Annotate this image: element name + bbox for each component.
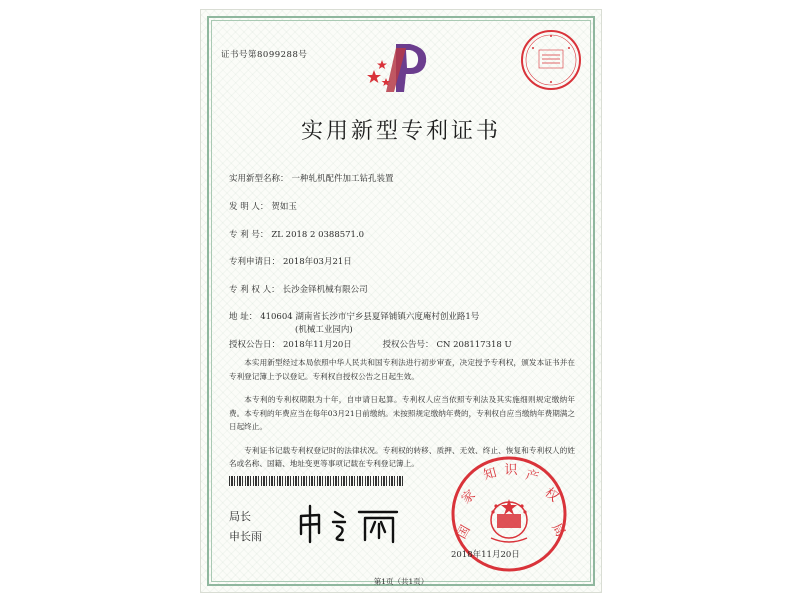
field-utility-model-name — [229, 172, 394, 184]
paragraph-term: 本专利的专利权期限为十年，自申请日起算。专利权人应当依照专利法及其实施细则规定缴纳年费。本专利的年费应当在每年03月21日前缴纳。未按照规定缴纳年费的，专利权自应当缴纳年费期满之日起终止。 — [229, 395, 575, 431]
page-number: 第1页（共1页） — [373, 577, 429, 586]
certificate-title: 实用新型专利证书 — [300, 119, 501, 144]
field-value: 一种轧机配件加工钻孔装置 — [291, 174, 394, 184]
field-address-line2: (机械工业园内) — [295, 325, 353, 335]
svg-text:权: 权 — [541, 485, 562, 506]
field-label: 地 址： — [229, 312, 258, 322]
cnipa-logo-icon — [366, 40, 436, 95]
svg-text:产: 产 — [523, 467, 541, 486]
seal-date: 2018年11月20日 — [451, 550, 520, 560]
svg-text:国: 国 — [454, 522, 474, 542]
field-value: 2018年11月20日 — [283, 340, 352, 350]
svg-text:识: 识 — [504, 463, 518, 478]
field-application-date — [229, 255, 352, 267]
paragraph-grant: 本实用新型经过本局依照中华人民共和国专利法进行初步审查，决定授予专利权，颁发本证书并在专利登记簿上予以登记。专利权自授权公告之日起生效。 — [229, 358, 575, 381]
barcode-icon — [229, 476, 405, 486]
director-name: 申长雨 — [229, 530, 262, 543]
field-label: 实用新型名称： — [229, 174, 289, 184]
field-value: 长沙金铎机械有限公司 — [282, 285, 368, 295]
field-patent-number — [229, 228, 364, 240]
director-title: 局长 — [229, 510, 251, 523]
field-value: 2018年03月21日 — [283, 257, 352, 267]
field-label: 授权公告日： — [229, 340, 281, 350]
agency-seal-icon — [519, 28, 583, 92]
field-patentee — [229, 283, 368, 295]
svg-text:局: 局 — [548, 520, 568, 540]
field-value: 贺如玉 — [271, 202, 297, 212]
certificate-sheet — [201, 10, 601, 592]
field-inventor — [229, 200, 297, 212]
field-label: 授权公告号： — [382, 340, 434, 350]
field-label: 专 利 号： — [229, 230, 269, 240]
field-announce — [229, 338, 512, 350]
field-value: CN 208117318 U — [436, 340, 512, 350]
field-label: 专利申请日： — [229, 257, 281, 267]
paragraph-register: 专利证书记载专利权登记时的法律状况。专利权的转移、质押、无效、终止、恢复和专利权人的姓名或名称、国籍、地址变更等事项记载在专利登记簿上。 — [229, 445, 575, 468]
field-label: 发 明 人： — [229, 202, 269, 212]
field-value: ZL 2018 2 0388571.0 — [271, 230, 365, 240]
svg-text:知: 知 — [481, 465, 499, 484]
svg-text:家: 家 — [458, 487, 479, 508]
field-address — [229, 310, 479, 322]
field-value: 410604 湖南省长沙市宁乡县夏铎铺镇六度庵村创业路1号 — [260, 312, 480, 322]
certificate-number: 证书号第8099288号 — [221, 50, 308, 60]
field-label: 专 利 权 人： — [229, 285, 280, 295]
signature-icon — [293, 500, 405, 548]
